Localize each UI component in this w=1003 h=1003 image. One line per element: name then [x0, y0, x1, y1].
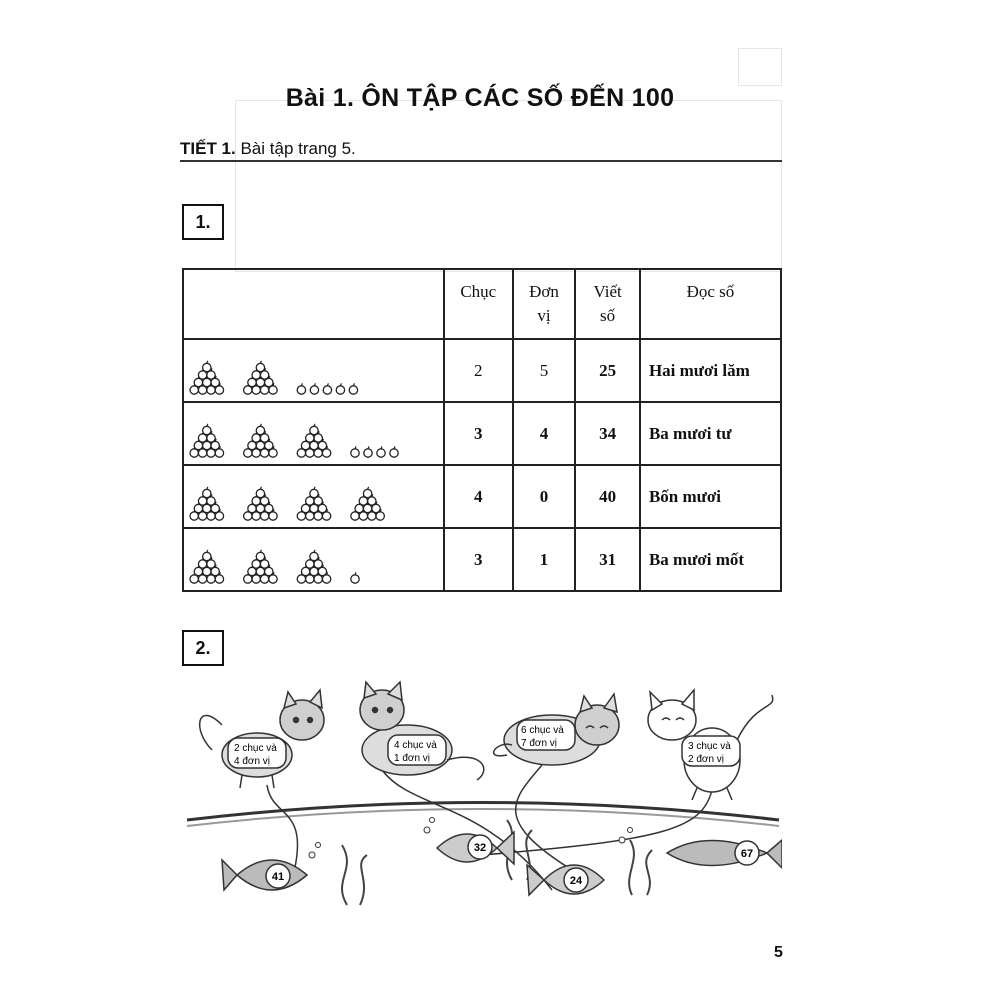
exercise-2-label: 2.: [182, 630, 224, 666]
apple-picture: [183, 402, 444, 465]
fish-67-number: 67: [740, 848, 754, 860]
subtitle-period: TIẾT 1.: [180, 139, 236, 158]
apple-icon: [351, 574, 359, 582]
fish-67: [667, 840, 782, 868]
apple-icon: [310, 552, 318, 560]
match-line: [482, 790, 712, 855]
apple-icon: [256, 489, 264, 497]
cell-chuc: 2: [444, 339, 513, 402]
cell-docso: Ba mươi tư: [640, 402, 781, 465]
apple-stack-of-ten: [297, 486, 331, 519]
cell-donvi: 1: [513, 528, 576, 591]
apple-icon: [336, 385, 344, 393]
cats-and-fish-illustration: [182, 680, 782, 910]
apple-icon: [364, 448, 372, 456]
apple-stack-of-ten: [190, 486, 224, 519]
apple-icon: [349, 385, 357, 393]
table-row: [183, 402, 781, 465]
apple-counting-picture: [184, 468, 439, 526]
cat-1: [200, 690, 324, 788]
cell-vietso: 40: [575, 465, 640, 528]
table-row: [183, 465, 781, 528]
cat-1-label-line2: 4 đơn vị: [234, 756, 271, 767]
seaweed: [342, 820, 652, 905]
cell-vietso: 31: [575, 528, 640, 591]
apple-icon: [203, 363, 211, 371]
apple-counting-picture: [184, 342, 439, 400]
apple-icon: [310, 426, 318, 434]
cell-docso: Bốn mươi: [640, 465, 781, 528]
cell-docso: Hai mươi lăm: [640, 339, 781, 402]
apple-icon: [203, 426, 211, 434]
apple-icon: [256, 426, 264, 434]
cat-4-label-line1: 3 chục và: [688, 741, 731, 752]
header-docso: Đọc số: [640, 269, 781, 339]
cat-3-label-line1: 6 chục và: [521, 725, 564, 736]
apple-stack-of-ten: [244, 423, 278, 456]
apple-stack-of-ten: [190, 360, 224, 393]
apple-counting-picture: [184, 531, 439, 589]
apple-icon: [310, 489, 318, 497]
cat-2-label-line2: 1 đơn vị: [394, 753, 431, 764]
lesson-subtitle: [180, 139, 356, 159]
cell-vietso: 34: [575, 402, 640, 465]
table-row: [183, 339, 781, 402]
apple-stack-of-ten: [244, 549, 278, 582]
exercise-1-label: 1.: [182, 204, 224, 240]
fish-41-number: 41: [271, 871, 285, 883]
bleed-through-table: [235, 100, 782, 272]
apple-icon: [203, 552, 211, 560]
place-value-table: [182, 268, 782, 592]
header-donvi-line2: vị: [537, 306, 551, 325]
apple-picture: [183, 465, 444, 528]
header-chuc: Chục: [444, 269, 513, 339]
match-line: [516, 765, 572, 870]
apple-picture: [183, 528, 444, 591]
header-picture: [183, 269, 444, 339]
apple-icon: [256, 552, 264, 560]
apple-icon: [390, 448, 398, 456]
table-header-row: [183, 269, 781, 339]
bleed-through-box: [738, 48, 782, 86]
apple-icon: [256, 363, 264, 371]
table-row: [183, 528, 781, 591]
cell-docso: Ba mươi mốt: [640, 528, 781, 591]
apple-counting-picture: [184, 405, 439, 463]
match-line: [382, 770, 552, 890]
cat-2-label-line1: 4 chục và: [394, 740, 437, 751]
apple-stack-of-ten: [297, 423, 331, 456]
fish-32-number: 32: [473, 842, 487, 854]
subtitle-text: Bài tập trang 5.: [240, 139, 356, 158]
header-donvi: [513, 269, 576, 339]
header-vietso: [575, 269, 640, 339]
apple-stack-of-ten: [190, 549, 224, 582]
apple-stack-of-ten: [297, 549, 331, 582]
title-divider: [180, 160, 782, 162]
apple-stack-of-ten: [190, 423, 224, 456]
header-vietso-line1: Viết: [593, 282, 622, 301]
cell-donvi: 5: [513, 339, 576, 402]
cell-donvi: 0: [513, 465, 576, 528]
apple-stack-of-ten: [244, 360, 278, 393]
cat-1-label-line1: 2 chục và: [234, 743, 277, 754]
apple-icon: [203, 489, 211, 497]
lesson-title: Bài 1. ÔN TẬP CÁC SỐ ĐẾN 100: [285, 84, 675, 112]
apple-icon: [351, 448, 359, 456]
cell-chuc: 3: [444, 402, 513, 465]
page-number: 5: [774, 944, 783, 961]
apple-icon: [310, 385, 318, 393]
apple-icon: [297, 385, 305, 393]
apple-icon: [323, 385, 331, 393]
fish-41: [222, 860, 307, 890]
apple-icon: [363, 489, 371, 497]
header-vietso-line2: số: [600, 306, 616, 325]
apple-picture: [183, 339, 444, 402]
cell-chuc: 3: [444, 528, 513, 591]
cell-donvi: 4: [513, 402, 576, 465]
cell-vietso: 25: [575, 339, 640, 402]
cat-2: [360, 682, 484, 780]
apple-stack-of-ten: [244, 486, 278, 519]
cell-chuc: 4: [444, 465, 513, 528]
apple-icon: [377, 448, 385, 456]
cat-4-label-line2: 2 đơn vị: [688, 754, 725, 765]
header-donvi-line1: Đơn: [529, 282, 559, 301]
apple-stack-of-ten: [351, 486, 385, 519]
cat-3-label-line2: 7 đơn vị: [521, 738, 558, 749]
fish-24-number: 24: [569, 875, 583, 887]
